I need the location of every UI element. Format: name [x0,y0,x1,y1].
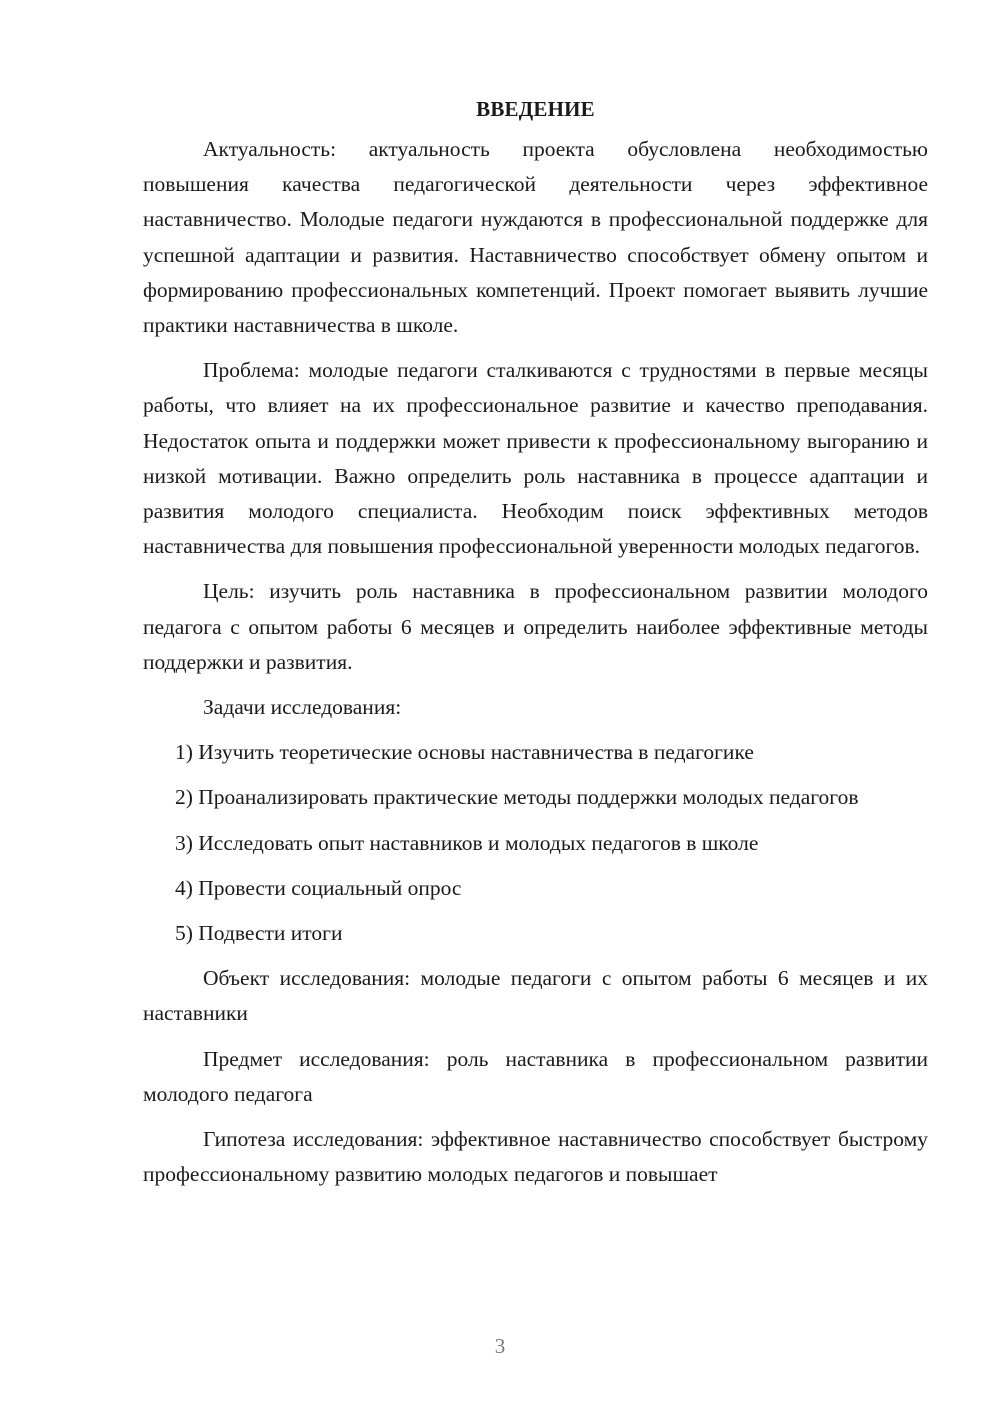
task-item: 2) Проанализировать практические методы поддержки молодых педагогов [175,785,859,810]
page-number: 3 [494,1334,506,1358]
task-item: 3) Исследовать опыт наставников и молодых педагогов в школе [175,830,759,855]
task-item: 1) Изучить теоретические основы наставничества в педагогике [175,740,754,765]
section-title: ВВЕДЕНИЕ [476,97,595,121]
paragraph-relevance: Актуальность: актуальность проекта обусловлена необходимостью повышения качества педагогической деятельности через эффективное наставничество. Молодые педагоги нуждаются в профессиональной поддержке для успешной адаптации и развития. Наставничество способствует обмену опытом и формированию профессиональных компетенций. Проект помогает выявить лучшие практики наставничества в школе. [143,137,928,338]
paragraph-hypothesis: Гипотеза исследования: эффективное наставничество способствует быстрому профессиональному развитию молодых педагогов и повышает [143,1127,928,1187]
paragraph-object: Объект исследования: молодые педагоги с опытом работы 6 месяцев и их наставники [143,966,928,1026]
paragraph-subject: Предмет исследования: роль наставника в профессиональном развитии молодого педагога [143,1046,928,1106]
task-item: 5) Подвести итоги [175,921,343,946]
paragraph-problem: Проблема: молодые педагоги сталкиваются с трудностями в первые месяцы работы, что влияет на их профессиональное развитие и качество преподавания. Недостаток опыта и поддержки может привести к профессиональному выгоранию и низкой мотивации. Важно определить роль наставника в процессе адаптации и развития молодого специалиста. Необходим поиск эффективных методов наставничества для повышения профессиональной уверенности молодых педагогов. [143,358,928,559]
paragraph-goal: Цель: изучить роль наставника в профессиональном развитии молодого педагога с опытом работы 6 месяцев и определить наиболее эффективные методы поддержки и развития. [143,579,928,674]
document-page [143,92,928,1192]
task-item: 4) Провести социальный опрос [175,875,462,900]
tasks-title: Задачи исследования: [203,695,402,720]
